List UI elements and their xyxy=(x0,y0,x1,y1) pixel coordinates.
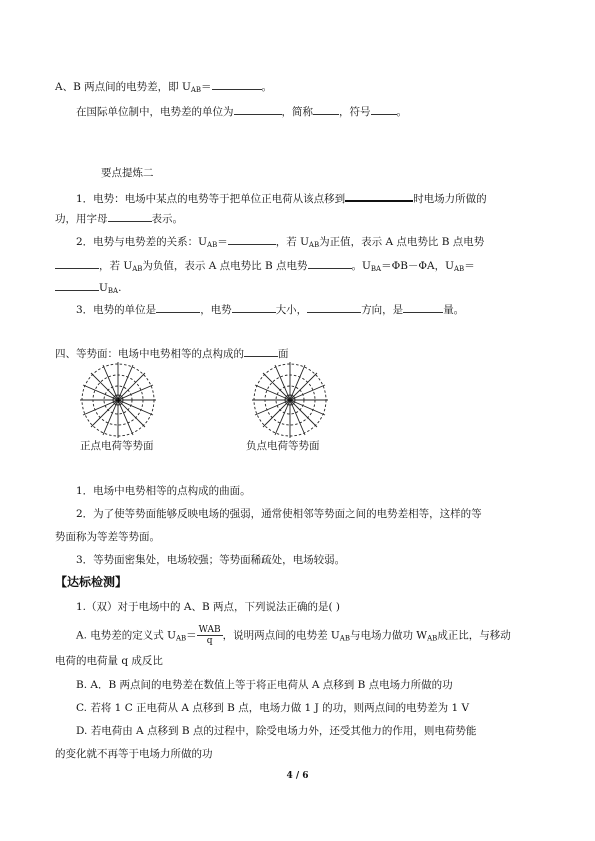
text-line: 的变化就不再等于电场力所做的功 xyxy=(55,748,213,760)
text: 四、等势面：电场中电势相等的点构成的 xyxy=(55,348,244,360)
text: 1．电势：电场中某点的电势等于把单位正电荷从该点移到 xyxy=(76,193,346,205)
text-line xyxy=(55,258,475,276)
text: ＝ xyxy=(186,629,197,642)
blank xyxy=(108,211,152,222)
text: 。 xyxy=(261,81,273,93)
svg-text:−: − xyxy=(287,396,295,406)
text: 3．电势的单位是 xyxy=(76,304,157,316)
text: 表示。 xyxy=(151,213,183,225)
text-line xyxy=(55,280,121,298)
option-c: C. 若将 1 C 正电荷从 A 点移到 B 点，电场力做 1 J 的功，则两点间的电势差为 1 V xyxy=(76,702,470,714)
blank xyxy=(308,258,352,269)
text-line: 势面称为等差等势面。 xyxy=(55,531,160,543)
blank xyxy=(55,280,99,291)
section-title: 要点提炼二 xyxy=(101,167,154,179)
text: 2．电势与电势差的关系：U xyxy=(76,236,208,248)
blank xyxy=(228,234,276,245)
blank xyxy=(403,302,443,313)
page-number: 4 / 6 xyxy=(286,771,309,781)
figure-caption: 正点电荷等势面 xyxy=(80,440,154,452)
text-line: 2．为了使等势面能够反映电场的强弱，通常使相邻等势面之间的电势差相等，这样的等 xyxy=(76,508,482,520)
text-line: 3．等势面密集处，电场较强；等势面稀疏处，电场较弱。 xyxy=(76,554,346,566)
text-line: 1．电场中电势相等的点构成的曲面。 xyxy=(76,485,251,497)
subscript: AB xyxy=(175,634,187,643)
text-line xyxy=(76,302,464,317)
text: 方向，是 xyxy=(361,304,404,316)
subscript: AB xyxy=(308,241,320,249)
text: 成正比，与移动 xyxy=(437,629,511,642)
text: 面 xyxy=(278,348,289,360)
blank xyxy=(345,190,413,202)
text-line xyxy=(55,211,183,226)
text-line: 电荷的电荷量 q 成反比 xyxy=(55,655,163,667)
figure-caption: 负点电荷等势面 xyxy=(246,440,320,452)
subscript: BA xyxy=(107,287,119,295)
option-a xyxy=(76,625,511,646)
text: 。U xyxy=(351,260,371,272)
blank xyxy=(234,104,282,115)
text: ＝ xyxy=(464,260,475,272)
section-heading: 【达标检测】 xyxy=(55,575,128,589)
subscript: AB xyxy=(207,241,218,249)
text: . xyxy=(118,282,122,294)
blank xyxy=(371,104,397,115)
text: 时电场力所做的 xyxy=(413,193,487,205)
denominator: q xyxy=(206,636,213,646)
blank xyxy=(313,104,339,115)
text: ，符号 xyxy=(339,106,371,118)
text: ＝ΦB－ΦA，U xyxy=(381,260,454,272)
text-line xyxy=(76,234,484,252)
subscript: AB xyxy=(339,634,350,643)
blank xyxy=(307,302,361,313)
text: 为负值，表示 A 点电势比 B 点电势 xyxy=(142,260,308,272)
text-line xyxy=(55,346,289,361)
subscript: BA xyxy=(370,265,382,273)
text: ＝ xyxy=(201,81,212,93)
text-line xyxy=(76,104,407,119)
fraction xyxy=(197,625,223,646)
subscript: AB xyxy=(427,634,438,643)
text: 功，用字母 xyxy=(55,213,108,225)
text: ，说明两点间的电势差 U xyxy=(222,629,340,642)
text: 。 xyxy=(396,106,407,118)
question: 1.（双）对于电场中的 A、B 两点，下列说法正确的是( ) xyxy=(76,601,341,613)
text: A、B 两点间的电势差，即 U xyxy=(55,81,191,93)
text: ＝ xyxy=(217,236,228,248)
blank xyxy=(55,258,99,269)
subscript: AB xyxy=(453,265,465,273)
blank xyxy=(244,346,278,357)
text: 在国际单位制中，电势差的单位为 xyxy=(76,106,234,118)
text: A. 电势差的定义式 U xyxy=(76,629,176,642)
subscript: AB xyxy=(190,86,202,94)
blank xyxy=(156,302,200,313)
blank xyxy=(232,302,276,313)
text: ，若 U xyxy=(99,260,133,272)
text: U xyxy=(99,282,108,294)
text: 大小， xyxy=(275,304,308,316)
positive-charge-equipotential-diagram xyxy=(78,360,158,440)
subscript: AB xyxy=(132,265,143,273)
text: ，电势 xyxy=(200,304,232,316)
option-d: D. 若电荷由 A 点移到 B 点的过程中，除受电场力外，还受其他力的作用，则电荷势能 xyxy=(76,725,477,737)
option-b: B. A．B 两点间的电势差在数值上等于将正电荷从 A 点移到 B 点电场力所做的功 xyxy=(76,679,453,691)
blank xyxy=(212,79,262,90)
text-line xyxy=(76,190,487,206)
text-line xyxy=(55,79,272,97)
negative-charge-equipotential-diagram xyxy=(250,360,330,440)
text: 为正值，表示 A 点电势比 B 点电势 xyxy=(319,236,485,248)
text: 与电场力做功 W xyxy=(349,629,428,642)
text: 量。 xyxy=(443,304,465,316)
svg-text:+: + xyxy=(115,396,122,405)
text: ，若 U xyxy=(275,236,309,248)
text: ，简称 xyxy=(281,106,313,118)
numerator: WAB xyxy=(198,625,221,635)
